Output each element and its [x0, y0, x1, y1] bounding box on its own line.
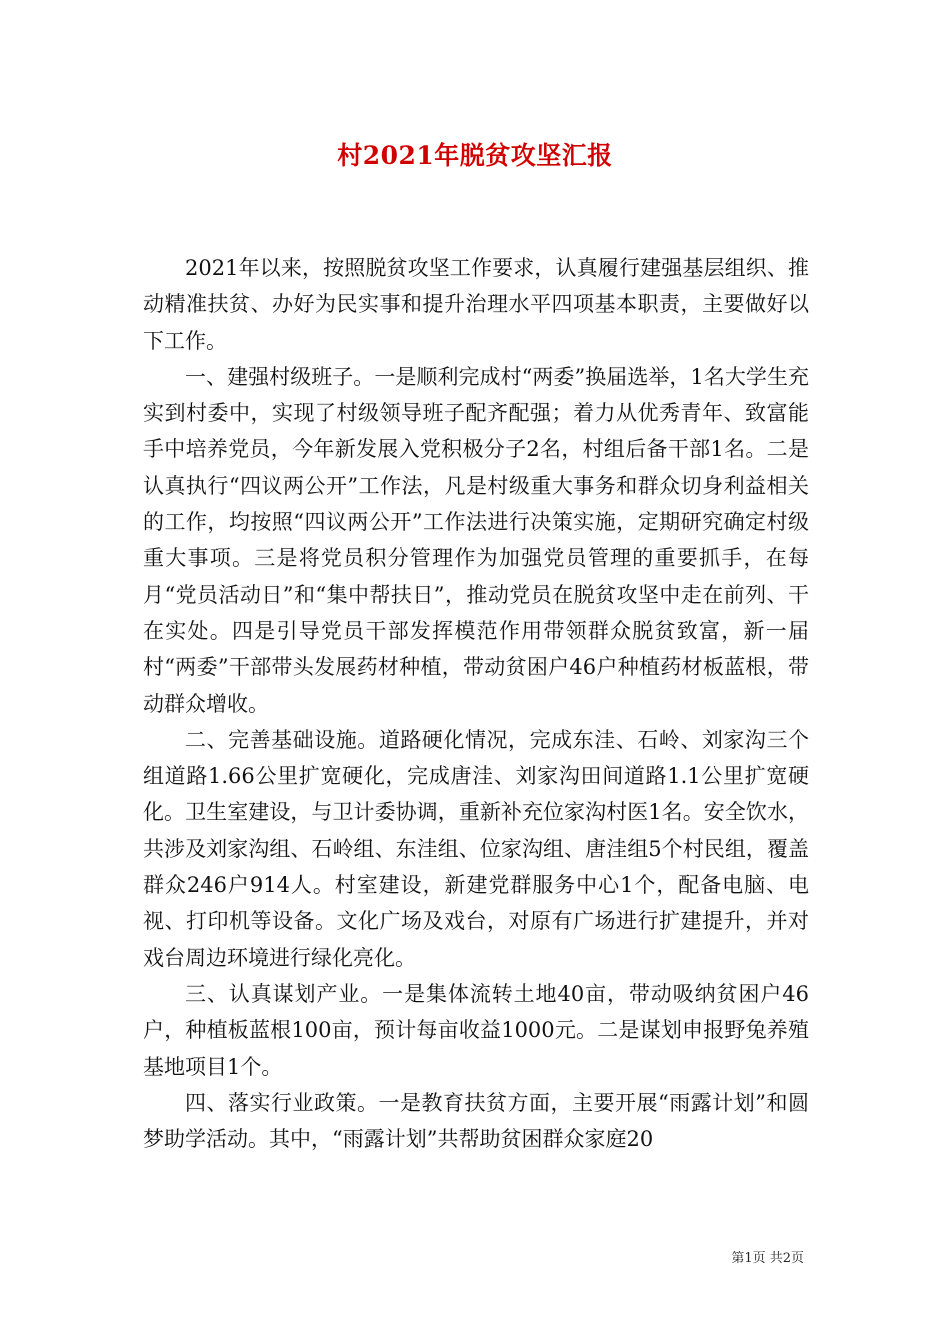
- paragraph-section-2: 二、完善基础设施。道路硬化情况，完成东洼、石岭、刘家沟三个组道路1.66公里扩宽硬化，完成唐洼、刘家沟田间道路1.1公里扩宽硬化。卫生室建设，与卫计委协调，重新补充位家沟村医1名。安全饮水，共涉及刘家沟组、石岭组、东洼组、位家沟组、唐洼组5个村民组，覆盖群众246户914人。村室建设，新建党群服务中心1个，配备电脑、电视、打印机等设备。文化广场及戏台，对原有广场进行扩建提升，并对戏台周边环境进行绿化亮化。: [143, 727, 809, 970]
- document-body: [143, 250, 809, 1157]
- paragraph-section-1: 一、建强村级班子。一是顺利完成村“两委”换届选举，1名大学生充实到村委中，实现了村级领导班子配齐配强；着力从优秀青年、致富能手中培养党员，今年新发展入党积极分子2名，村组后备干部1名。二是认真执行“四议两公开”工作法，凡是村级重大事务和群众切身利益相关的工作，均按照“四议两公开”工作法进行决策实施，定期研究确定村级重大事项。三是将党员积分管理作为加强党员管理的重要抓手，在每月“党员活动日”和“集中帮扶日”，推动党员在脱贫攻坚中走在前列、干在实处。四是引导党员干部发挥模范作用带领群众脱贫致富，新一届村“两委”干部带头发展药材种植，带动贫困户46户种植药材板蓝根，带动群众增收。: [143, 364, 809, 716]
- paragraph-intro: 2021年以来，按照脱贫攻坚工作要求，认真履行建强基层组织、推动精准扶贫、办好为民实事和提升治理水平四项基本职责，主要做好以下工作。: [143, 256, 809, 353]
- paragraph-section-4: 四、落实行业政策。一是教育扶贫方面，主要开展“雨露计划”和圆梦助学活动。其中，“雨露计划”共帮助贫困群众家庭20: [143, 1090, 809, 1152]
- page-number: 第1页 共2页: [731, 1251, 804, 1266]
- paragraph-section-3: 三、认真谋划产业。一是集体流转土地40亩，带动吸纳贫困户46户，种植板蓝根100亩，预计每亩收益1000元。二是谋划申报野兔养殖基地项目1个。: [143, 981, 809, 1079]
- document-title: 村2021年脱贫攻坚汇报: [337, 141, 613, 170]
